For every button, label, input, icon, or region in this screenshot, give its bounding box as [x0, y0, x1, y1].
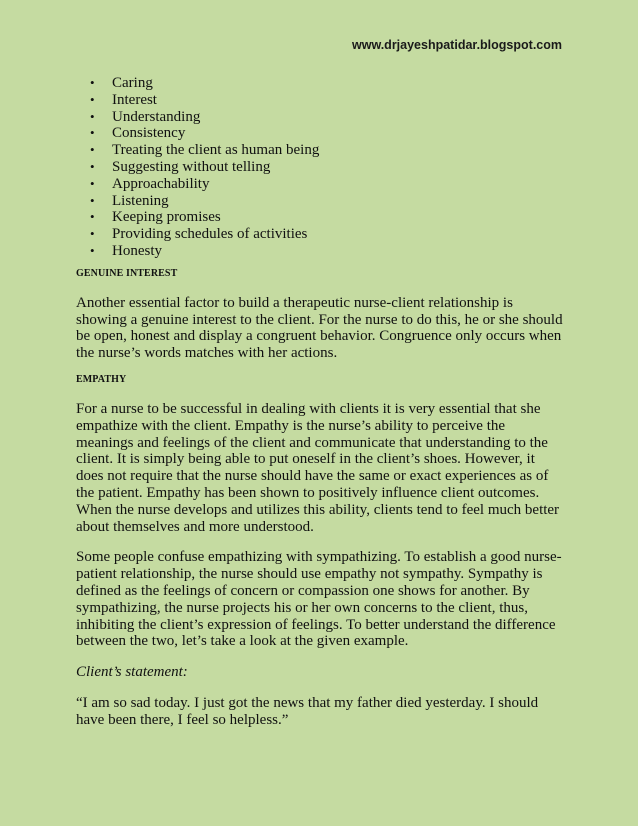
- list-item: [76, 226, 566, 243]
- bullet-icon: •: [90, 91, 95, 107]
- bullet-icon: •: [90, 175, 95, 191]
- document-body: [76, 75, 566, 729]
- list-item-text: Consistency: [112, 125, 186, 142]
- list-item: [76, 92, 566, 109]
- list-item-text: Understanding: [112, 108, 201, 125]
- section-title-genuine-interest: GENUINE INTEREST: [76, 267, 178, 279]
- bullet-icon: •: [90, 242, 95, 258]
- list-item: [76, 209, 566, 226]
- list-item: [76, 243, 566, 260]
- list-item: [76, 159, 566, 176]
- list-item: [76, 176, 566, 193]
- list-item-text: Providing schedules of activities: [112, 226, 308, 243]
- section-title-empathy: EMPATHY: [76, 373, 127, 385]
- list-item-text: Keeping promises: [112, 209, 221, 226]
- list-item-text: Approachability: [112, 175, 210, 192]
- paragraph-empathy-2: Some people confuse empathizing with sympathizing. To establish a good nurse-patient relationship, the nurse should use empathy not sympathy. Sympathy is defined as the feelings of concern or compassion one shows for another. By sympathizing, the nurse projects his or her own concerns to the client, thus, inhibiting the client’s expression of feelings. To better understand the difference between the two, let’s take a look at the given example.: [76, 549, 562, 650]
- list-item: [76, 193, 566, 210]
- bullet-icon: •: [90, 125, 95, 141]
- client-statement-label: Client’s statement:: [76, 664, 188, 681]
- header-url: www.drjayeshpatidar.blogspot.com: [352, 38, 562, 52]
- bullet-icon: •: [90, 209, 95, 225]
- list-item-text: Treating the client as human being: [112, 142, 320, 159]
- bullet-icon: •: [90, 142, 95, 158]
- bullet-icon: •: [90, 108, 95, 124]
- bullet-icon: •: [90, 75, 95, 90]
- bullet-icon: •: [90, 192, 95, 208]
- paragraph-empathy-1: For a nurse to be successful in dealing with clients it is very essential that she empathize with the client. Empathy is the nurse’s ability to perceive the meanings and feelings of the client and communicate that understanding to the client. It is simply being able to put oneself in the client’s shoes. However, it does not require that the nurse should have the same or exact experiences as of the patient. Empathy has been shown to positively influence client outcomes. When the nurse develops and utilizes this ability, clients tend to feel much better about themselves and more understood.: [76, 400, 560, 535]
- list-item: [76, 125, 566, 142]
- list-item-text: Listening: [112, 192, 169, 209]
- list-item-text: Suggesting without telling: [112, 158, 271, 175]
- list-item-text: Caring: [112, 75, 153, 91]
- list-item-text: Honesty: [112, 242, 162, 259]
- list-item: [76, 109, 566, 126]
- list-item: [76, 75, 566, 92]
- bullet-icon: •: [90, 226, 95, 242]
- client-quote: “I am so sad today. I just got the news that my father died yesterday. I should have been there, I feel so helpless.”: [76, 694, 539, 728]
- list-item: [76, 142, 566, 159]
- qualities-list: [76, 75, 566, 260]
- bullet-icon: •: [90, 158, 95, 174]
- paragraph-genuine-interest: Another essential factor to build a therapeutic nurse-client relationship is showing a genuine interest to the client. For the nurse to do this, he or she should be open, honest and display a congruent behavior. Congruence only occurs when the nurse’s words matches with her actions.: [76, 294, 563, 362]
- list-item-text: Interest: [112, 91, 157, 108]
